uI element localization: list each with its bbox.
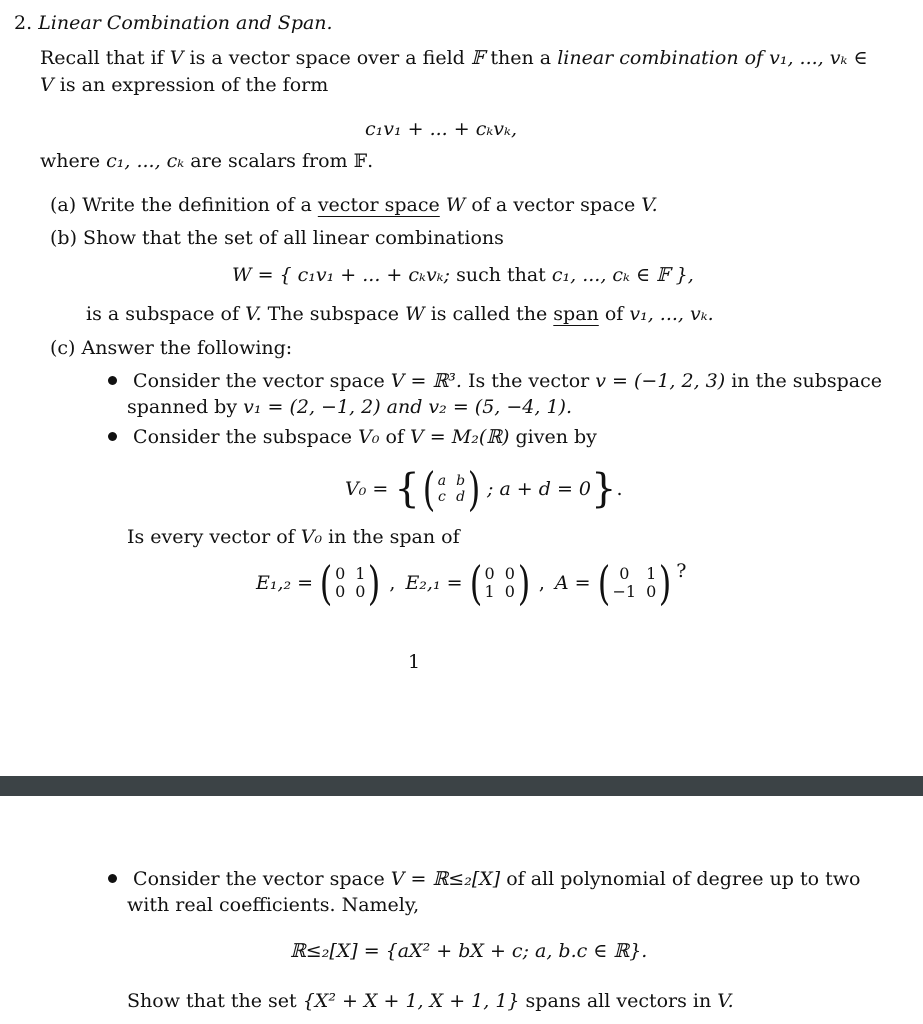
E21-matrix: ( 0 0 1 0 ) xyxy=(469,556,531,610)
math-vectors: v₁, ..., vₖ ∈ xyxy=(769,47,868,69)
math-vector-v: v = (−1, 2, 3) xyxy=(595,370,726,392)
bullet-text: Is the vector xyxy=(467,370,590,392)
math-V: V xyxy=(40,74,54,96)
part-c-label: (c) xyxy=(50,337,76,359)
E12-matrix: ( 0 1 0 0 ) xyxy=(319,556,381,610)
math-V: V. xyxy=(717,990,734,1012)
bullet-text: Consider the vector space xyxy=(133,370,385,392)
math-W: W xyxy=(445,194,466,216)
linear-combination-formula: c₁v₁ + ... + cₖvₖ, xyxy=(365,118,517,140)
math-poly-set: {X² + X + 1, X + 1, 1} xyxy=(302,990,520,1012)
conclusion-text: is a subspace of xyxy=(86,303,240,325)
problem-number: 2. xyxy=(14,12,33,34)
show-text: spans all vectors in xyxy=(525,990,712,1012)
matrix-entry: 0 xyxy=(504,582,515,601)
such-that-text: such that xyxy=(456,264,546,286)
problem-heading xyxy=(14,10,333,37)
page-divider xyxy=(0,776,923,796)
poly-space-definition: ℝ≤₂[X] = {aX² + bX + c; a, b.c ∈ ℝ}. xyxy=(290,940,648,962)
term-vector-space: vector space xyxy=(317,194,440,216)
math-R3: V = ℝ³. xyxy=(390,370,462,392)
bullet-3-line-1 xyxy=(108,866,860,893)
math-V0: V₀ xyxy=(300,526,323,548)
matrix-entry: −1 xyxy=(612,582,637,601)
question-text: in the span of xyxy=(328,526,460,548)
intro-line-1 xyxy=(40,45,868,72)
part-a-text: Write the definition of a xyxy=(82,194,312,216)
part-a-text: of a vector space xyxy=(471,194,636,216)
question-mark: ? xyxy=(676,560,687,582)
bullet-1-line-1 xyxy=(108,368,882,395)
math-V: V. xyxy=(641,194,658,216)
math-M2R: V = M₂(ℝ) xyxy=(410,426,510,448)
show-text: Show that the set xyxy=(127,990,297,1012)
term-linear-combination: linear combination of xyxy=(557,47,764,69)
math-set-tail: c₁, ..., cₖ ∈ 𝔽 }, xyxy=(551,264,694,286)
left-brace: { xyxy=(394,466,420,512)
v0-definition: V₀ = { ( a b c d ) ; a + d = 0 } . xyxy=(345,462,623,516)
matrix-entry: 0 xyxy=(619,564,630,583)
part-b xyxy=(50,225,504,252)
matrix-entry: b xyxy=(456,473,466,489)
where-line xyxy=(40,148,373,175)
matrix-entry: 0 xyxy=(355,582,366,601)
math-V: V xyxy=(169,47,184,69)
span-set-definition xyxy=(232,262,694,289)
conclusion-text: of xyxy=(604,303,624,325)
bullet-icon xyxy=(108,432,117,441)
v0-condition: ; a + d = 0 xyxy=(487,478,592,500)
show-span-line xyxy=(127,988,734,1015)
bullet-icon xyxy=(108,874,117,883)
part-a-label: (a) xyxy=(50,194,77,216)
span-question xyxy=(127,524,460,551)
intro-text: Recall that if xyxy=(40,47,164,69)
matrix-entry: a xyxy=(437,473,447,489)
matrix-entry: 1 xyxy=(355,564,366,583)
bullet-text: in the subspace xyxy=(731,370,883,392)
v0-matrix: ( a b c d ) xyxy=(422,462,481,516)
matrix-entry: 0 xyxy=(646,582,657,601)
matrix-entry: 1 xyxy=(484,582,495,601)
matrices-row: E₁,₂ = ( 0 1 0 0 ) , E₂,₁ = ( 0 0 1 0 ) , A = ( 0 1 −1 0 ) ? xyxy=(256,556,687,610)
math-poly-space: V = ℝ≤₂[X] xyxy=(390,868,501,890)
A-label: A = xyxy=(554,572,591,594)
part-b-conclusion xyxy=(86,301,714,328)
term-span: span xyxy=(553,303,599,325)
bullet-3-line-2: with real coefficients. Namely, xyxy=(127,894,420,916)
v0-lhs: V₀ = xyxy=(345,478,389,500)
math-set-def: W = { c₁v₁ + ... + cₖvₖ; xyxy=(232,264,451,286)
matrix-entry: 1 xyxy=(646,564,657,583)
E21-label: E₂,₁ = xyxy=(405,572,463,594)
math-V0: V₀ xyxy=(358,426,380,448)
bullet-text: of all polynomial of degree up to two xyxy=(506,868,861,890)
part-b-text: Show that the set of all linear combinations xyxy=(83,227,504,249)
matrix-entry: 0 xyxy=(335,582,346,601)
bullet-text: of xyxy=(385,426,404,448)
question-text: Is every vector of xyxy=(127,526,295,548)
part-c xyxy=(50,335,292,362)
matrix-entry: c xyxy=(437,489,446,505)
part-a xyxy=(50,192,658,219)
math-spanning-vectors: v₁ = (2, −1, 2) and v₂ = (5, −4, 1). xyxy=(243,396,572,418)
matrix-entry: d xyxy=(456,489,466,505)
where-text: where xyxy=(40,150,101,172)
matrix-entry: 0 xyxy=(335,564,346,583)
bullet-text: Consider the vector space xyxy=(133,868,385,890)
math-scalars: c₁, ..., cₖ xyxy=(106,150,185,172)
right-brace: } xyxy=(591,466,617,512)
intro-line-2 xyxy=(40,72,328,99)
A-matrix: ( 0 1 −1 0 ) xyxy=(597,556,672,610)
math-V: V. xyxy=(245,303,262,325)
matrix-entry: 0 xyxy=(484,564,495,583)
E12-label: E₁,₂ = xyxy=(256,572,314,594)
where-text: are scalars from 𝔽. xyxy=(190,150,374,172)
matrix-entry: 0 xyxy=(504,564,515,583)
intro-text: then a xyxy=(490,47,552,69)
math-field: 𝔽 xyxy=(470,47,485,69)
page-number: 1 xyxy=(408,651,421,673)
math-W: W xyxy=(405,303,425,325)
intro-text: is a vector space over a field xyxy=(189,47,465,69)
bullet-text: given by xyxy=(515,426,597,448)
conclusion-text: is called the xyxy=(430,303,548,325)
problem-title: Linear Combination and Span. xyxy=(38,12,333,34)
bullet-icon xyxy=(108,376,117,385)
part-c-intro: Answer the following: xyxy=(81,337,293,359)
part-b-label: (b) xyxy=(50,227,77,249)
math-vectors: v₁, ..., vₖ. xyxy=(629,303,714,325)
intro-text: is an expression of the form xyxy=(59,74,329,96)
bullet-2 xyxy=(108,424,597,451)
bullet-text: spanned by xyxy=(127,396,238,418)
bullet-1-line-2 xyxy=(127,394,572,421)
bullet-text: Consider the subspace xyxy=(133,426,353,448)
conclusion-text: The subspace xyxy=(267,303,400,325)
